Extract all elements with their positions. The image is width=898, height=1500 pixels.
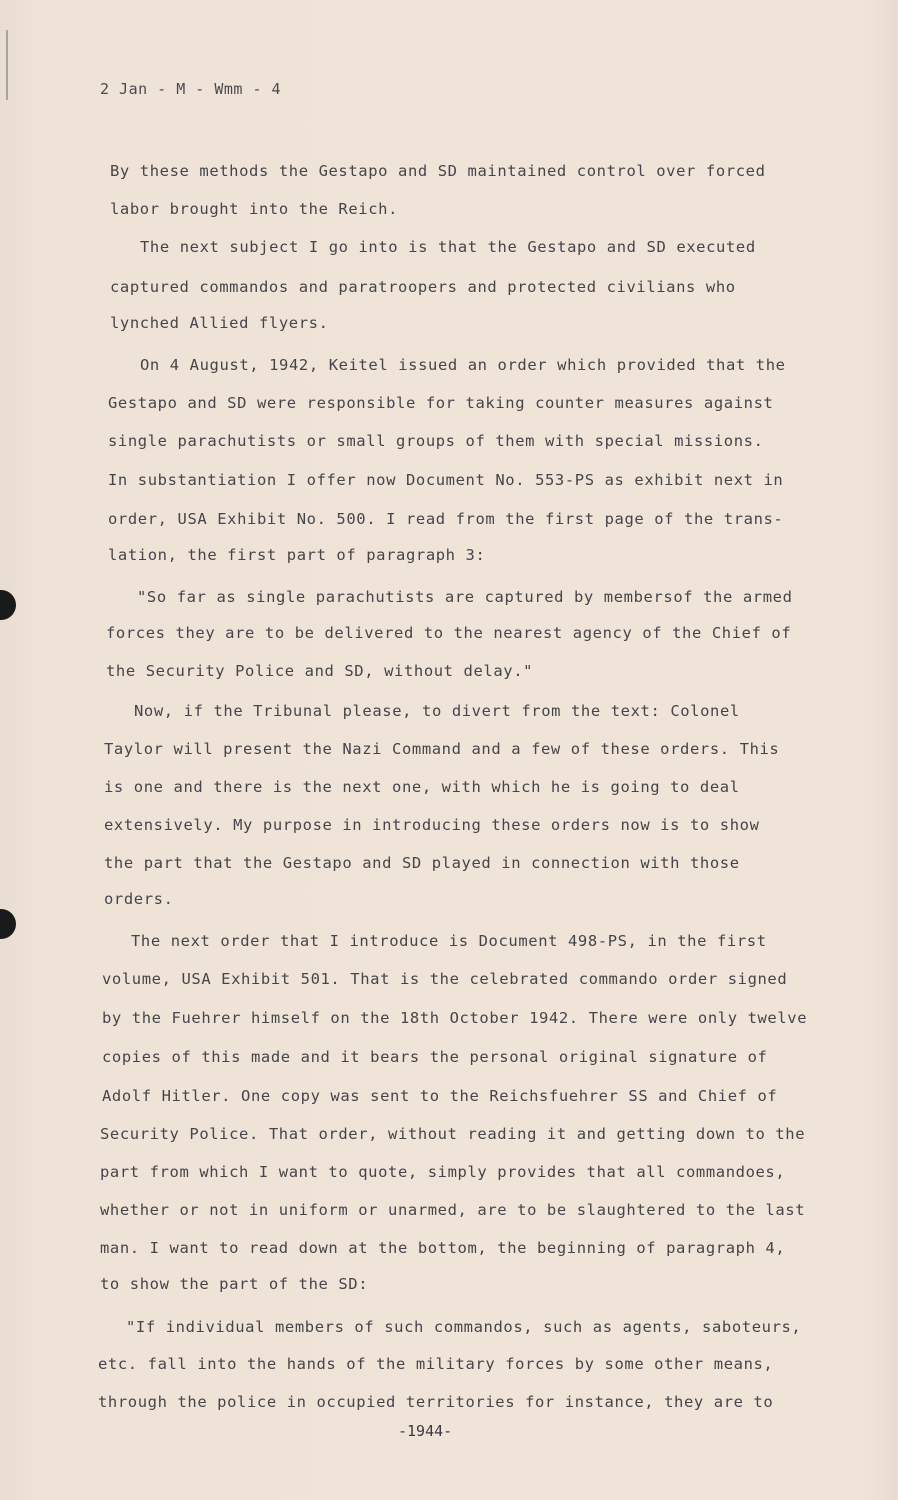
punch-hole (0, 909, 16, 939)
text-line: By these methods the Gestapo and SD maintained control over forced (110, 162, 766, 180)
text-line: Adolf Hitler. One copy was sent to the Reichsfuehrer SS and Chief of (102, 1087, 778, 1105)
text-line: "If individual members of such commandos, such as agents, saboteurs, (126, 1318, 802, 1336)
text-line: Gestapo and SD were responsible for taking counter measures against (108, 394, 774, 412)
text-line: "So far as single parachutists are captured by membersof the armed (137, 588, 793, 606)
text-line: etc. fall into the hands of the military forces by some other means, (98, 1355, 774, 1373)
text-line: volume, USA Exhibit 501. That is the celebrated commando order signed (102, 970, 788, 988)
text-line: forces they are to be delivered to the nearest agency of the Chief of (106, 624, 792, 642)
text-line: is one and there is the next one, with which he is going to deal (104, 778, 740, 796)
text-line: On 4 August, 1942, Keitel issued an order which provided that the (140, 356, 786, 374)
text-line: man. I want to read down at the bottom, the beginning of paragraph 4, (100, 1239, 786, 1257)
text-line: extensively. My purpose in introducing these orders now is to show (104, 816, 760, 834)
text-line: The next order that I introduce is Document 498-PS, in the first (131, 932, 767, 950)
text-line: The next subject I go into is that the Gestapo and SD executed (140, 238, 756, 256)
text-line: whether or not in uniform or unarmed, are to be slaughtered to the last (100, 1201, 806, 1219)
text-line: single parachutists or small groups of them with special missions. (108, 432, 764, 450)
page-header: 2 Jan - M - Wmm - 4 (100, 80, 282, 98)
text-line: the part that the Gestapo and SD played in connection with those (104, 854, 740, 872)
text-line: Now, if the Tribunal please, to divert from the text: Colonel (134, 702, 740, 720)
text-line: the Security Police and SD, without delay." (106, 662, 534, 680)
edge-mark (6, 30, 8, 100)
text-line: captured commandos and paratroopers and protected civilians who (110, 278, 736, 296)
punch-hole (0, 590, 16, 620)
text-line: by the Fuehrer himself on the 18th October 1942. There were only twelve (102, 1009, 808, 1027)
text-line: order, USA Exhibit No. 500. I read from the first page of the trans- (108, 510, 784, 528)
text-line: orders. (104, 890, 174, 908)
text-line: to show the part of the SD: (100, 1275, 369, 1293)
text-line: Taylor will present the Nazi Command and a few of these orders. This (104, 740, 780, 758)
text-line: through the police in occupied territories for instance, they are to (98, 1393, 774, 1411)
page-number: -1944- (398, 1422, 453, 1440)
text-line: In substantiation I offer now Document No. 553-PS as exhibit next in (108, 471, 784, 489)
text-line: labor brought into the Reich. (110, 200, 399, 218)
text-line: Security Police. That order, without reading it and getting down to the (100, 1125, 806, 1143)
text-line: lynched Allied flyers. (110, 314, 329, 332)
text-line: copies of this made and it bears the personal original signature of (102, 1048, 768, 1066)
text-line: part from which I want to quote, simply provides that all commandoes, (100, 1163, 786, 1181)
text-line: lation, the first part of paragraph 3: (108, 546, 486, 564)
